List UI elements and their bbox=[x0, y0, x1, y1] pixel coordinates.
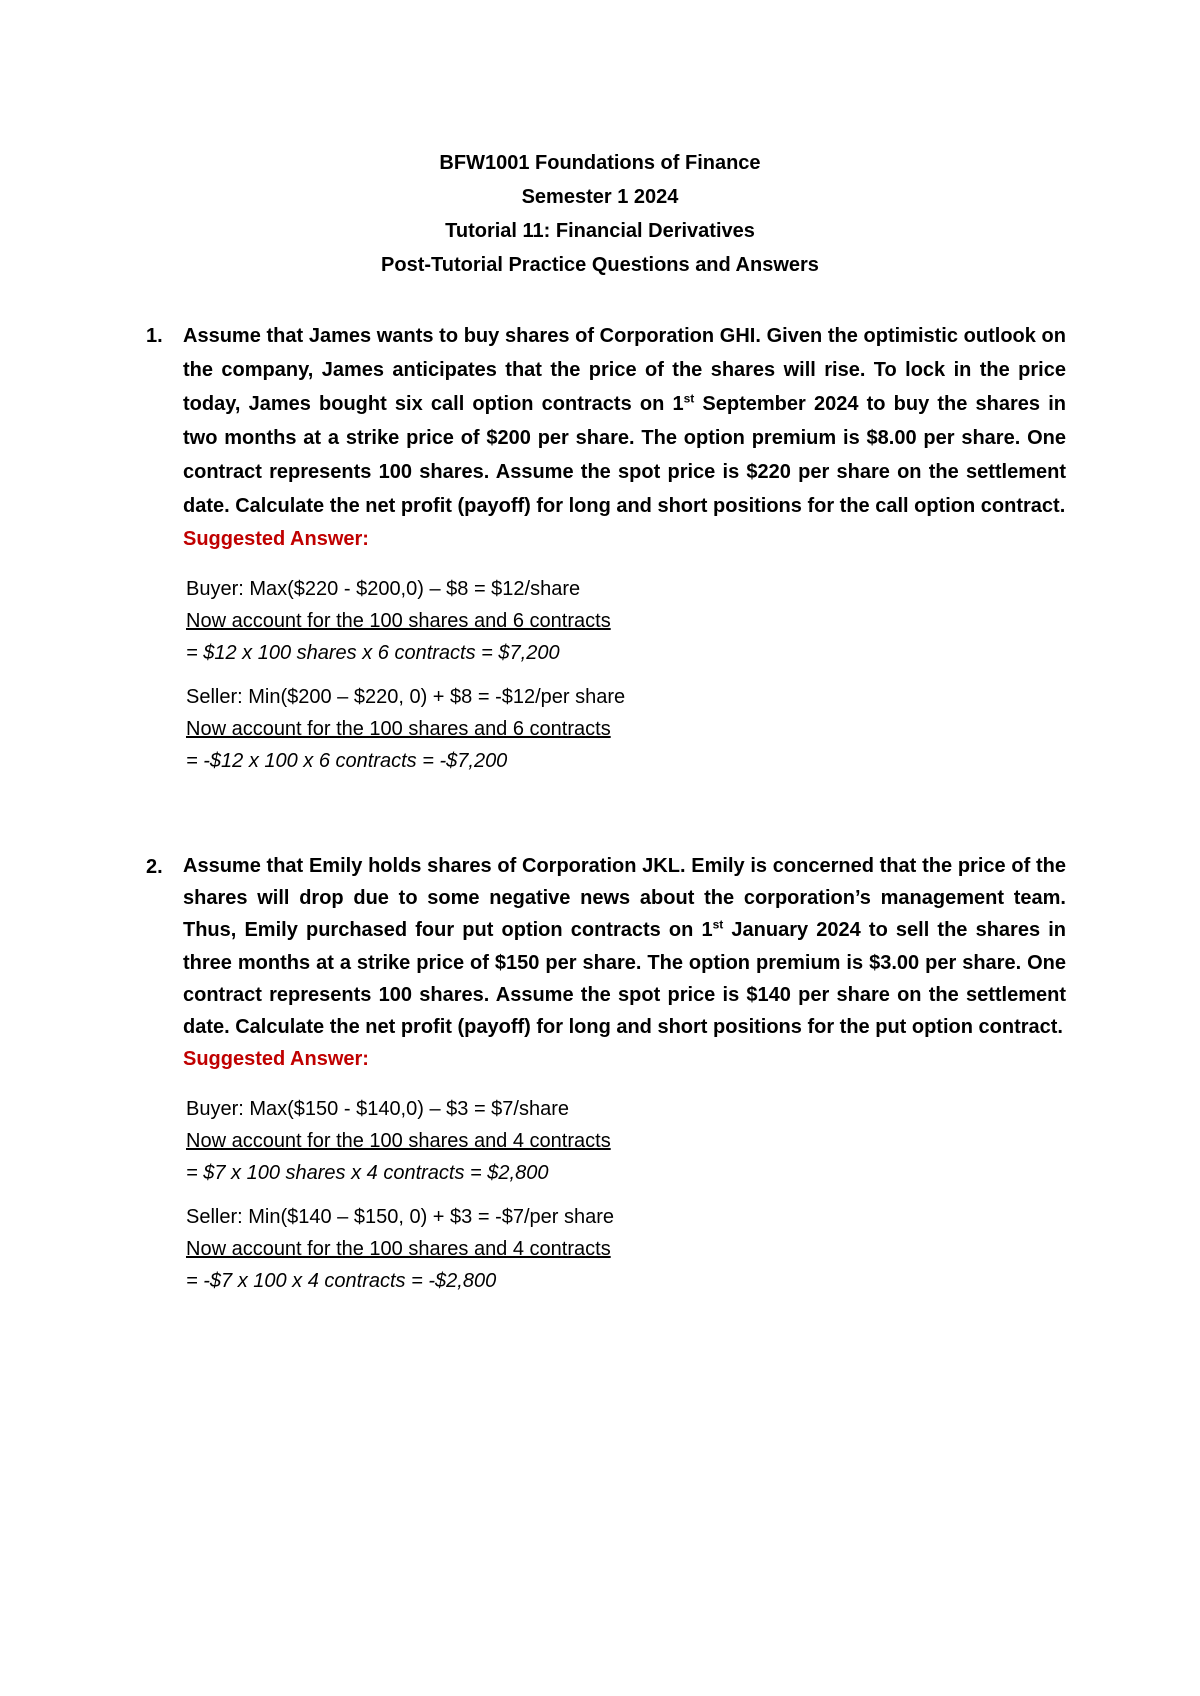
question-text: Assume that Emily holds shares of Corporation JKL. Emily is concerned that the price of the shares will drop due to some negative news about the corporation’s management team. Thus, Emily purchased four put option contracts on 1st January 2024 to sell the shares in three months at a strike price of $150 per share. The option premium is $3.00 per share. One contract represents 100 shares. Assume the spot price is $140 per share on the settlement date. Calculate the net profit (payoff) for long and short positions for the put option contract. bbox=[183, 855, 1066, 1039]
buyer-formula: Buyer: Max($220 - $200,0) – $8 = $12/share bbox=[186, 578, 581, 600]
buyer-calculation: = $12 x 100 shares x 6 contracts = $7,200 bbox=[186, 642, 560, 664]
buyer-formula: Buyer: Max($150 - $140,0) – $3 = $7/share bbox=[186, 1098, 570, 1121]
seller-formula: Seller: Min($140 – $150, 0) + $3 = -$7/per share bbox=[186, 1206, 615, 1229]
seller-formula: Seller: Min($200 – $220, 0) + $8 = -$12/per share bbox=[186, 686, 626, 708]
document-subtitle: Post-Tutorial Practice Questions and Answers bbox=[381, 254, 819, 276]
ordinal-suffix: st bbox=[683, 391, 695, 406]
ordinal-suffix: st bbox=[712, 917, 724, 932]
course-title: BFW1001 Foundations of Finance bbox=[439, 152, 761, 174]
question-1 bbox=[146, 319, 1066, 777]
suggested-answer-label: Suggested Answer: bbox=[183, 528, 369, 550]
seller-calculation: = -$12 x 100 x 6 contracts = -$7,200 bbox=[186, 750, 508, 772]
document-header bbox=[0, 146, 1200, 282]
question-number: 1. bbox=[146, 325, 163, 347]
seller-calculation: = -$7 x 100 x 4 contracts = -$2,800 bbox=[186, 1270, 497, 1293]
seller-note: Now account for the 100 shares and 6 contracts bbox=[186, 718, 611, 740]
buyer-calculation: = $7 x 100 shares x 4 contracts = $2,800 bbox=[186, 1162, 549, 1185]
buyer-note: Now account for the 100 shares and 6 contracts bbox=[186, 610, 611, 632]
semester-label: Semester 1 2024 bbox=[521, 186, 679, 208]
answer-block bbox=[186, 1093, 1066, 1297]
question-number: 2. bbox=[146, 856, 163, 878]
question-2 bbox=[146, 850, 1066, 1297]
question-text: Assume that James wants to buy shares of Corporation GHI. Given the optimistic outlook on the company, James anticipates that the price of the shares will rise. To lock in the price today, James bought six call option contracts on 1st September 2024 to buy the shares in two months at a strike price of $200 per share. The option premium is $8.00 per share. One contract represents 100 shares. Assume the spot price is $220 per share on the settlement date. Calculate the net profit (payoff) for long and short positions for the call option contract. bbox=[183, 325, 1066, 517]
buyer-note: Now account for the 100 shares and 4 contracts bbox=[186, 1130, 611, 1153]
seller-note: Now account for the 100 shares and 4 contracts bbox=[186, 1238, 611, 1261]
suggested-answer-label: Suggested Answer: bbox=[183, 1048, 369, 1071]
tutorial-title: Tutorial 11: Financial Derivatives bbox=[445, 220, 755, 242]
answer-block bbox=[186, 573, 1066, 777]
